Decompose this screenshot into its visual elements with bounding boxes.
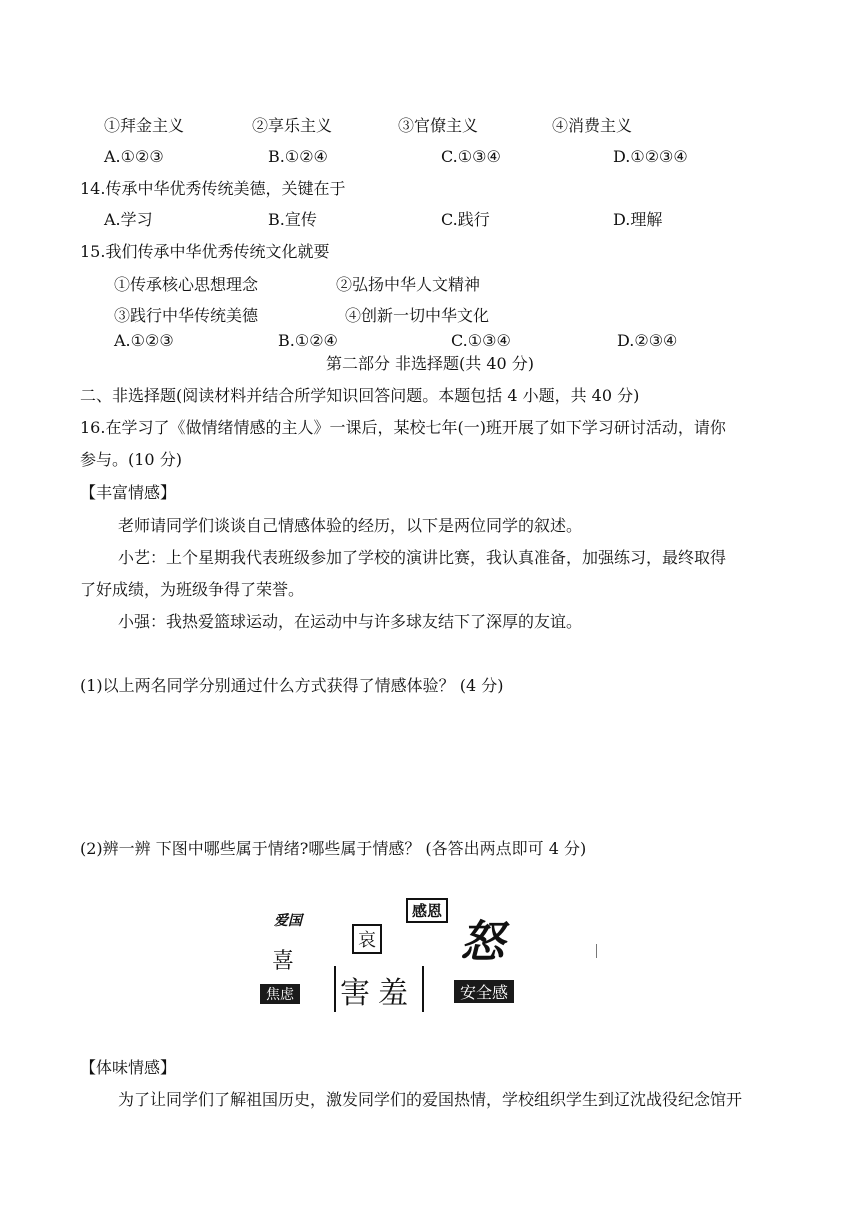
divider-left	[334, 966, 336, 1012]
q13-option-c: C.①③④	[441, 147, 501, 166]
q13-option-b: B.①②④	[268, 147, 328, 166]
q13-option-a: A.①②③	[104, 147, 164, 166]
q13-item-2: ②享乐主义	[252, 116, 333, 135]
q16-sub-question-1: (1)以上两名同学分别通过什么方式获得了情感体验？ (4 分)	[80, 676, 504, 695]
q15-item-1: ①传承核心思想理念	[114, 275, 259, 294]
q16-sub-question-2: (2)辨一辨 下图中哪些属于情绪?哪些属于情感？ (各答出两点即可 4 分)	[80, 839, 587, 858]
section2-text: 为了让同学们了解祖国历史，激发同学们的爱国热情，学校组织学生到辽沈战役纪念馆开	[118, 1090, 743, 1109]
part2-section-heading: 二、非选择题(阅读材料并结合所学知识回答问题。本题包括 4 小题，共 40 分)	[80, 386, 640, 405]
q16-stem-line1: 16.在学习了《做情绪情感的主人》一课后，某校七年(一)班开展了如下学习研讨活动，请你	[80, 418, 726, 437]
q14-option-b: B.宣传	[268, 210, 317, 229]
section-title-taste-emotion: 【体味情感】	[80, 1058, 177, 1077]
word-nu: 怒	[460, 917, 504, 968]
q15-option-d: D.②③④	[617, 331, 678, 350]
q13-item-4: ④消费主义	[552, 116, 633, 135]
q13-item-3: ③官僚主义	[398, 116, 479, 135]
q15-item-3: ③践行中华传统美德	[114, 306, 259, 325]
word-anquan: 安全感	[454, 980, 514, 1003]
q15-item-2: ②弘扬中华人文精神	[336, 275, 481, 294]
q13-option-d: D.①②③④	[613, 147, 688, 166]
q14-stem: 14.传承中华优秀传统美德，关键在于	[80, 179, 346, 198]
q16-stem-line2: 参与。(10 分)	[80, 450, 182, 469]
word-jiaolv: 焦虑	[260, 984, 300, 1004]
xiaoyi-line1: 小艺：上个星期我代表班级参加了学校的演讲比赛，我认真准备，加强练习，最终取得	[118, 548, 727, 567]
q15-option-a: A.①②③	[114, 331, 174, 350]
word-aiguo: 爱国	[274, 913, 302, 929]
word-haixiu: 害羞	[340, 976, 416, 1011]
emotion-word-figure	[250, 888, 610, 1018]
q15-stem: 15.我们传承中华优秀传统文化就要	[80, 242, 330, 261]
xiaoyi-line2: 了好成绩，为班级争得了荣誉。	[80, 580, 305, 599]
part2-title: 第二部分 非选择题(共 40 分)	[325, 354, 535, 373]
q15-item-4: ④创新一切中华文化	[345, 306, 490, 325]
divider-right	[422, 966, 424, 1012]
q14-option-a: A.学习	[104, 210, 153, 229]
xiaoqiang-line: 小强：我热爱篮球运动，在运动中与许多球友结下了深厚的友谊。	[118, 612, 583, 631]
word-xi: 喜	[272, 949, 295, 974]
scan-mark	[596, 944, 597, 958]
teacher-intro: 老师请同学们谈谈自己情感体验的经历，以下是两位同学的叙述。	[118, 516, 583, 535]
q15-option-b: B.①②④	[278, 331, 338, 350]
word-ganen: 感恩	[406, 898, 448, 923]
word-ai: 哀	[352, 924, 382, 954]
q13-item-1: ①拜金主义	[104, 116, 185, 135]
section-title-enrich-emotion: 【丰富情感】	[80, 483, 177, 502]
q14-option-d: D.理解	[613, 210, 663, 229]
q15-option-c: C.①③④	[451, 331, 511, 350]
q14-option-c: C.践行	[441, 210, 490, 229]
